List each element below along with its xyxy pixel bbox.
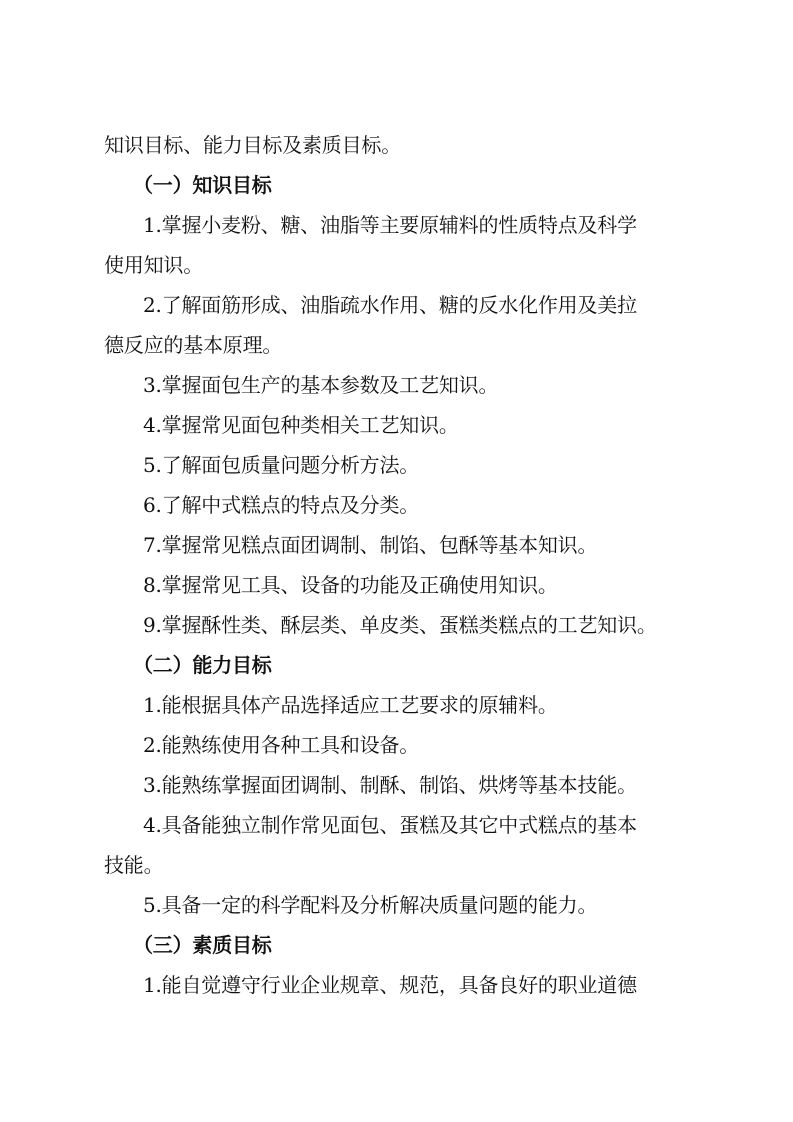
section-heading-knowledge: （一）知识目标: [133, 173, 272, 197]
section-heading-quality: （三）素质目标: [133, 933, 272, 957]
knowledge-item-7: 7.掌握常见糕点面团调制、制馅、包酥等基本知识。: [143, 533, 598, 557]
knowledge-item-8: 8.掌握常见工具、设备的功能及正确使用知识。: [143, 573, 558, 597]
ability-item-5: 5.具备一定的科学配料及分析解决质量问题的能力。: [143, 893, 598, 917]
knowledge-item-3: 3.掌握面包生产的基本参数及工艺知识。: [143, 373, 499, 397]
knowledge-item-6: 6.了解中式糕点的特点及分类。: [143, 493, 420, 517]
quality-item-1: 1.能自觉遵守行业企业规章、规范，具备良好的职业道德: [143, 973, 637, 997]
ability-item-1: 1.能根据具体产品选择适应工艺要求的原辅料。: [143, 693, 558, 717]
paragraph-line-intro: 知识目标、能力目标及素质目标。: [104, 133, 401, 157]
knowledge-item-9: 9.掌握酥性类、酥层类、单皮类、蛋糕类糕点的工艺知识。: [143, 613, 657, 637]
section-heading-ability: （二）能力目标: [133, 653, 272, 677]
knowledge-item-2: 2.了解面筋形成、油脂疏水作用、糖的反水化作用及美拉: [143, 293, 637, 317]
knowledge-item-1: 1.掌握小麦粉、糖、油脂等主要原辅料的性质特点及科学: [143, 213, 637, 237]
ability-item-3: 3.能熟练掌握面团调制、制酥、制馅、烘烤等基本技能。: [143, 773, 637, 797]
knowledge-item-1-cont: 使用知识。: [104, 253, 203, 277]
knowledge-item-4: 4.掌握常见面包种类相关工艺知识。: [143, 413, 459, 437]
ability-item-4: 4.具备能独立制作常见面包、蛋糕及其它中式糕点的基本: [143, 813, 637, 837]
ability-item-4-cont: 技能。: [104, 853, 164, 877]
knowledge-item-5: 5.了解面包质量问题分析方法。: [143, 453, 420, 477]
ability-item-2: 2.能熟练使用各种工具和设备。: [143, 733, 420, 757]
knowledge-item-2-cont: 德反应的基本原理。: [104, 333, 283, 357]
